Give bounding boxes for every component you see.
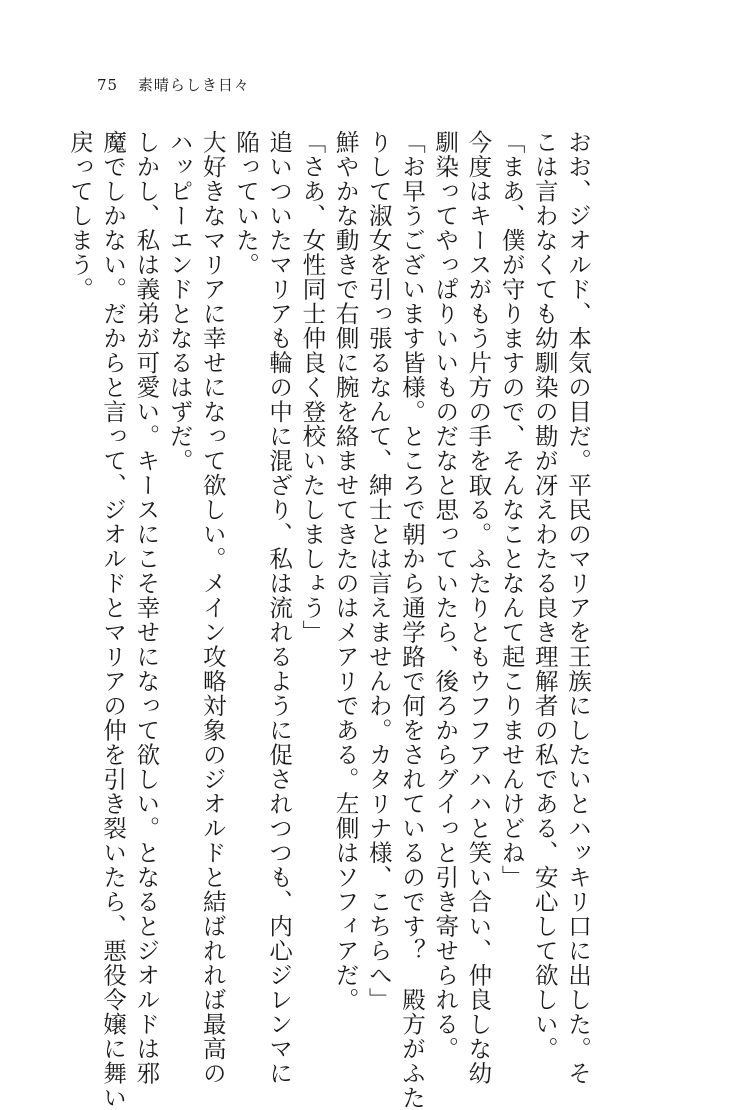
text-line: りして淑女を引っ張るなんて、紳士とは言えませんわ。カタリナ様、こちらへ」: [364, 130, 393, 1012]
text-line: 陥っていた。: [231, 130, 260, 277]
text-line: 戻ってしまう。: [65, 130, 94, 302]
page-header: [97, 74, 250, 95]
text-line: 鮮やかな動きで右側に腕を絡ませてきたのはメアリである。左側はソフィアだ。: [331, 130, 360, 1012]
text-line: 「まあ、僕が守りますので、そんなことなんて起こりませんけどね」: [497, 130, 526, 890]
page-number: 75: [97, 76, 119, 94]
text-line: 今度はキースがもう片方の手を取る。ふたりともウフフアハハと笑い合い、仲良しな幼: [464, 130, 493, 1086]
text-line: 魔でしかない。だからと言って、ジオルドとマリアの仲を引き裂いたら、悪役令嬢に舞い: [99, 130, 128, 1110]
running-title: 素晴らしき日々: [137, 76, 250, 94]
text-line: こは言わなくても幼馴染の勘が冴えわたる良き理解者の私である、安心して欲しい。: [530, 130, 559, 1061]
body-text: [63, 130, 594, 1110]
text-line: ハッピーエンドとなるはずだ。: [165, 130, 194, 473]
text-line: おお、ジオルド、本気の目だ。平民のマリアを王族にしたいとハッキリ口に出した。そ: [564, 130, 592, 1086]
text-line: 追いついたマリアも輪の中に混ざり、私は流れるように促されつつも、内心ジレンマに: [265, 130, 294, 1086]
text-line: 「さあ、女性同士仲良く登校いたしましょう」: [298, 130, 327, 645]
text-line: 大好きなマリアに幸せになって欲しい。メイン攻略対象のジオルドと結ばれれば最高の: [198, 130, 227, 1086]
text-line: 「お早うございます皆様。ところで朝から通学路で何をされているのです？ 殿方がふた: [397, 130, 426, 1110]
text-line: 馴染ってやっぱりいいものだなと思っていたら、後ろからグイっと引き寄せられる。: [431, 130, 460, 1061]
text-line: しかし、私は義弟が可愛い。キースにこそ幸せになって欲しい。となるとジオルドは邪: [132, 130, 161, 1086]
